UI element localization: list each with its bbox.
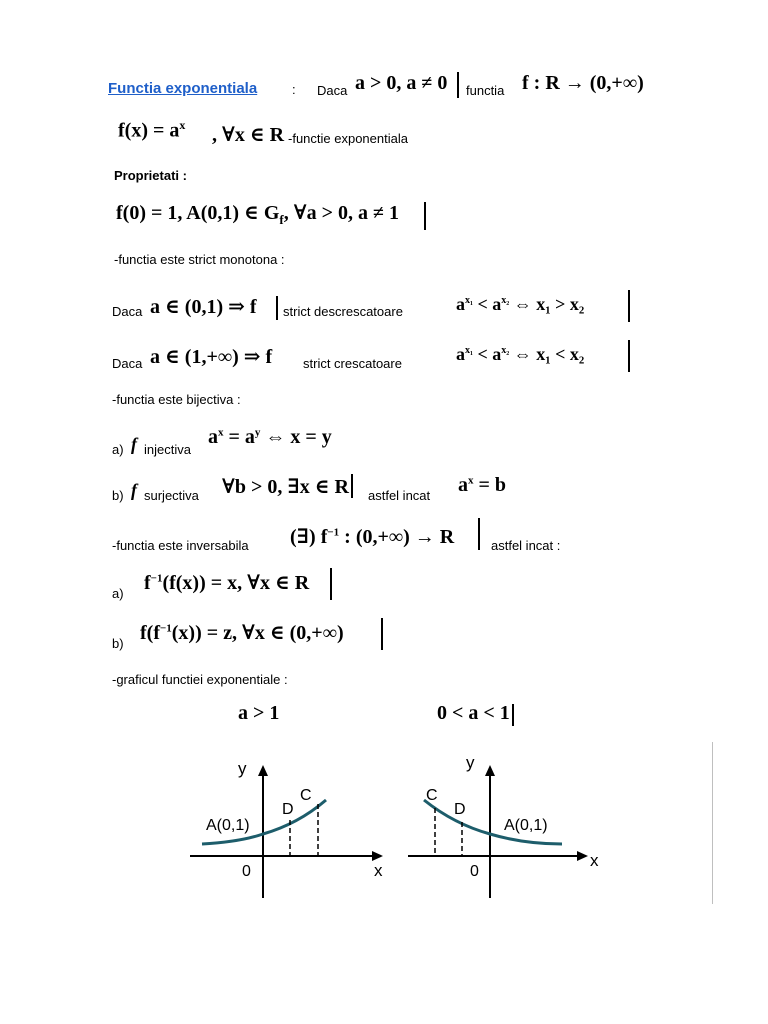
injectiva-text: injectiva (144, 442, 191, 457)
cursor-bar (381, 618, 383, 650)
monotona-text: -functia este strict monotona : (114, 252, 285, 267)
cursor-bar (628, 340, 630, 372)
grafic-text: -graficul functiei exponentiale : (112, 672, 288, 687)
cursor-bar (424, 202, 426, 230)
cursor-bar (276, 296, 278, 320)
graph2-label: 0 < a < 1 (437, 702, 510, 724)
item-a-label: a) (112, 442, 124, 457)
daca-label: Daca (317, 83, 348, 98)
daca-label: Daca (112, 356, 143, 371)
case1-text: strict descrescatoare (283, 304, 403, 319)
exp-formula: $f(x) = a^x$ (118, 118, 186, 142)
y-label: y (466, 753, 475, 772)
inverse-formula: (∃) $f^{-1}$ : (0,+∞) → R (290, 526, 455, 548)
inverse-a-formula: $f^{-1}(f(x)) = x$, ∀x ∈ R (144, 572, 310, 594)
x-axis-arrow (372, 851, 383, 861)
proprietati-heading: Proprietati : (114, 168, 187, 183)
case2-inequality: $a^{x_1} < a^{x_2}$ ⇔ x₁ < x₂ (456, 344, 585, 364)
astfel-text-2: astfel incat : (491, 538, 561, 553)
point-c-label: C (300, 787, 312, 804)
condition-a: a > 0, a ≠ 0 (355, 72, 448, 94)
x-axis-arrow (577, 851, 588, 861)
y-axis-arrow (485, 765, 495, 776)
cursor-bar (628, 290, 630, 322)
case1-inequality: $a^{x_1} < a^{x_2}$ ⇔ x₁ > x₂ (456, 294, 585, 314)
origin-label: 0 (470, 863, 479, 880)
point-a-label: A(0,1) (206, 817, 250, 834)
point-d-label: D (454, 801, 466, 818)
item-b-label: b) (112, 488, 124, 503)
title-colon: : (292, 82, 296, 97)
daca-label: Daca (112, 304, 143, 319)
graph1-label: a > 1 (238, 702, 280, 724)
cursor-bar (457, 72, 459, 98)
y-label: y (238, 759, 247, 778)
cursor-bar (330, 568, 332, 600)
bijectiva-text: -functia este bijectiva : (112, 392, 241, 407)
functia-label: functia (466, 83, 505, 98)
property-1: f(0) = 1, A(0,1) ∈ $G_f$, ∀a > 0, a ≠ 1 (116, 202, 399, 227)
f-symbol: f (131, 434, 137, 454)
cursor-bar (478, 518, 480, 550)
point-a-label: A(0,1) (504, 817, 548, 834)
y-axis-arrow (258, 765, 268, 776)
surjective-equation: $a^x = b$ (458, 474, 507, 496)
page-edge-line (712, 742, 713, 904)
case1-condition: a ∈ (0,1) ⇒ f (150, 296, 257, 318)
formula-forall: , ∀x ∈ R (212, 124, 285, 146)
item-b-label: b) (112, 636, 124, 651)
x-label: x (374, 861, 383, 880)
function-definition: f : R → (0,+∞) (522, 72, 644, 94)
cursor-bar (512, 704, 514, 726)
x-label: x (590, 851, 599, 870)
cursor-bar (351, 474, 353, 498)
point-d-label: D (282, 801, 294, 818)
functie-label: -functie exponentiala (288, 131, 408, 146)
origin-label: 0 (242, 863, 251, 880)
item-a-label: a) (112, 586, 124, 601)
case2-text: strict crescatoare (303, 356, 402, 371)
injective-formula: $a^x = a^y$ ⇔ x = y (208, 426, 332, 448)
surjective-formula: ∀b > 0, ∃x ∈ R (222, 476, 349, 498)
inversabila-text: -functia este inversabila (112, 538, 249, 553)
astfel-text: astfel incat (368, 488, 431, 503)
inverse-b-formula: $f(f^{-1}(x)) = z$, ∀x ∈ (0,+∞) (140, 622, 344, 644)
page-title[interactable]: Functia exponentiala (108, 80, 258, 97)
case2-condition: a ∈ (1,+∞) ⇒ f (150, 346, 273, 368)
point-c-label: C (426, 787, 438, 804)
graph-decreasing (404, 748, 614, 908)
graph-increasing (180, 748, 390, 908)
f-symbol: f (131, 480, 137, 500)
surjectiva-text: surjectiva (144, 488, 199, 503)
